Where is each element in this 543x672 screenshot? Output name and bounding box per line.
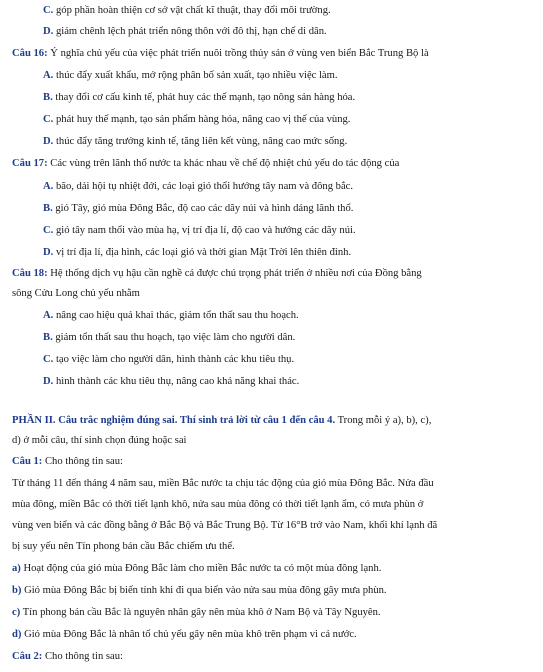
question-text: Hệ thống dịch vụ hậu cần nghề cá được chú trọng phát triển ở nhiều nơi của Đồng bằng — [50, 268, 422, 279]
question-label: Câu 1: — [12, 456, 43, 467]
statement-label: b) — [12, 585, 22, 596]
option-text: thúc đẩy xuất khẩu, mở rộng phân bố sản xuất, tạo nhiều việc làm. — [55, 70, 338, 81]
option-d — [43, 25, 327, 39]
question-16 — [12, 47, 429, 61]
statement-c — [12, 606, 381, 620]
option-text: giảm chênh lệch phát triển nông thôn với đô thị, hạn chế di dân. — [55, 26, 327, 37]
statement-b — [12, 584, 387, 598]
statement-d — [12, 628, 357, 642]
option-label: C. — [43, 225, 54, 236]
question-text: sông Cửu Long chủ yếu nhằm — [12, 288, 140, 299]
question-label: Câu 16: — [12, 48, 48, 59]
passage-line: bị suy yếu nên Tín phong bán cầu Bắc chiếm ưu thế. — [12, 541, 235, 552]
question-c2 — [12, 650, 123, 664]
option-label: B. — [43, 92, 53, 103]
option-label: B. — [43, 203, 53, 214]
part2-title: PHẦN II. Câu trắc nghiệm đúng sai. Thí sinh trả lời từ câu 1 đến câu 4. — [12, 415, 336, 426]
statement-text: Hoạt động của gió mùa Đông Bắc làm cho miền Bắc nước ta có một mùa đông lạnh. — [23, 563, 382, 574]
statement-label: d) — [12, 629, 22, 640]
q16-option-a — [43, 69, 338, 83]
option-text: thay đổi cơ cấu kinh tế, phát huy các thế mạnh, tạo nông sản hàng hóa. — [55, 92, 356, 103]
option-label: A. — [43, 310, 54, 321]
option-label: A. — [43, 181, 54, 192]
question-text: Cho thông tin sau: — [44, 651, 123, 662]
statement-text: Gió mùa Đông Bắc bị biến tính khi đi qua biển vào nửa sau mùa đông gây mưa phùn. — [24, 585, 387, 596]
question-label: Câu 2: — [12, 651, 43, 662]
q16-option-b — [43, 91, 355, 105]
q17-option-a — [43, 180, 353, 194]
q18-option-b — [43, 331, 295, 345]
statement-text: Tín phong bán cầu Bắc là nguyên nhân gây nên mùa khô ở Nam Bộ và Tây Nguyên. — [22, 607, 381, 618]
part2-instructions: Trong mỗi ý a), b), c), — [335, 415, 432, 426]
q17-option-c — [43, 224, 356, 238]
option-text: vị trí địa lí, địa hình, các loại gió và thời gian Mặt Trời lên thiên đỉnh. — [55, 247, 352, 258]
question-c1 — [12, 455, 123, 469]
option-text: phát huy thế mạnh, tạo sản phẩm hàng hóa, nâng cao vị thế của vùng. — [55, 114, 351, 125]
option-c — [43, 4, 331, 18]
passage-line: Từ tháng 11 đến tháng 4 năm sau, miền Bắc nước ta chịu tác động của gió mùa Đông Bắc. Nửa đầu — [12, 478, 434, 489]
q16-option-c — [43, 113, 350, 127]
option-label: C. — [43, 5, 54, 16]
option-label: D. — [43, 26, 54, 37]
option-label: D. — [43, 136, 54, 147]
question-18 — [12, 267, 422, 281]
option-label: C. — [43, 114, 54, 125]
q18-option-a — [43, 309, 299, 323]
option-text: gió tây nam thổi vào mùa hạ, vị trí địa lí, độ cao và hướng các dãy núi. — [55, 225, 356, 236]
question-text: Các vùng trên lãnh thổ nước ta khác nhau về chế độ nhiệt chủ yếu do tác động của — [50, 158, 400, 169]
option-label: D. — [43, 247, 54, 258]
statement-label: a) — [12, 563, 21, 574]
option-label: D. — [43, 376, 54, 387]
option-text: bão, dải hội tụ nhiệt đới, các loại gió thổi hướng tây nam và đông bắc. — [55, 181, 353, 192]
statement-label: c) — [12, 607, 21, 618]
passage-line: vùng ven biển và các đồng bằng ở Bắc Bộ và Bắc Trung Bộ. Từ 16°B trở vào Nam, khối khí lạnh đã — [12, 520, 438, 531]
question-17 — [12, 157, 399, 171]
question-text: Ý nghĩa chủ yếu của việc phát triển nuôi trồng thủy sản ở vùng ven biển Bắc Trung Bộ là — [50, 48, 429, 59]
option-text: giảm tổn thất sau thu hoạch, tạo việc làm cho người dân. — [55, 332, 296, 343]
question-text: Cho thông tin sau: — [44, 456, 123, 467]
part2-heading — [12, 414, 431, 428]
statement-a — [12, 562, 381, 576]
part2-heading-line2 — [12, 434, 186, 448]
question-label: Câu 18: — [12, 268, 48, 279]
question-label: Câu 17: — [12, 158, 48, 169]
option-text: nâng cao hiệu quả khai thác, giảm tổn thất sau thu hoạch. — [55, 310, 299, 321]
question-18-line2 — [12, 287, 140, 301]
option-text: hình thành các khu tiêu thụ, nâng cao khả năng khai thác. — [55, 376, 300, 387]
option-label: C. — [43, 354, 54, 365]
q16-option-d — [43, 135, 347, 149]
statement-text: Gió mùa Đông Bắc là nhân tố chủ yếu gây nên mùa khô trên phạm vi cả nước. — [24, 629, 357, 640]
part2-instructions: d) ở mỗi câu, thí sinh chọn đúng hoặc sai — [12, 435, 187, 446]
option-text: góp phần hoàn thiện cơ sở vật chất kĩ thuật, thay đổi môi trường. — [55, 5, 331, 16]
q17-option-d — [43, 246, 351, 260]
option-label: A. — [43, 70, 54, 81]
option-text: tạo việc làm cho người dân, hình thành các khu tiêu thụ. — [55, 354, 295, 365]
option-text: thúc đẩy tăng trưởng kinh tế, tăng liên kết vùng, nâng cao mức sống. — [55, 136, 348, 147]
q17-option-b — [43, 202, 353, 216]
passage-line: mùa đông, miền Bắc có thời tiết lạnh khô, nửa sau mùa đông có thời tiết lạnh ẩm, có mưa phùn ở — [12, 499, 424, 510]
option-label: B. — [43, 332, 53, 343]
q18-option-d — [43, 375, 299, 389]
q18-option-c — [43, 353, 294, 367]
option-text: gió Tây, gió mùa Đông Bắc, độ cao các dãy núi và hình dáng lãnh thổ. — [55, 203, 354, 214]
